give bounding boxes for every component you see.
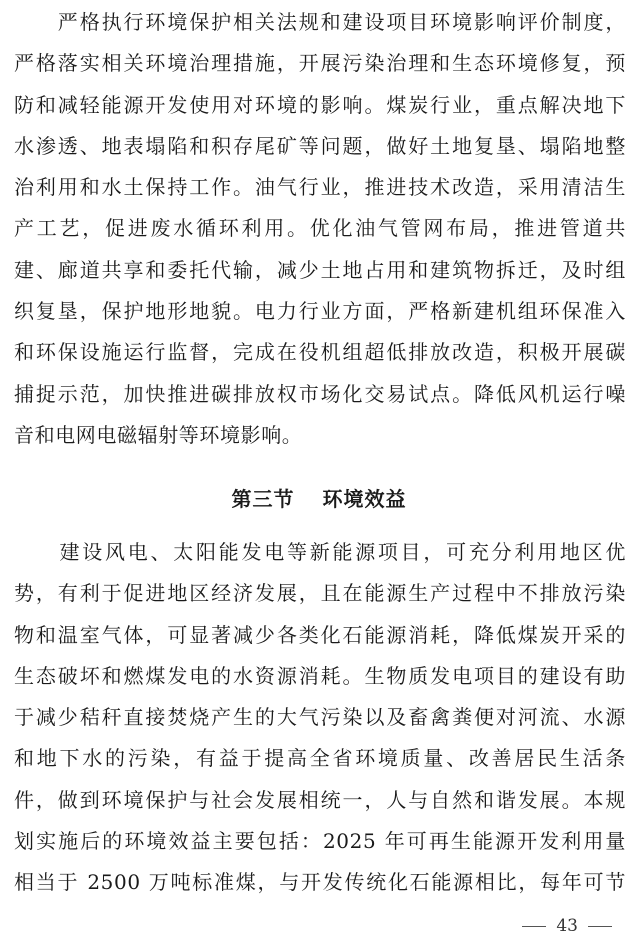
footer-dash-right — [588, 926, 612, 927]
text-line: 于减少秸秆直接焚烧产生的大气污染以及畜禽粪便对河流、水源 — [14, 705, 626, 730]
page-number: 43 — [556, 916, 578, 936]
text-line: 严格执行环境保护相关法规和建设项目环境影响评价制度， — [14, 10, 626, 34]
text-line: 生态破坏和燃煤发电的水资源消耗。生物质发电项目的建设有助 — [14, 663, 626, 688]
section-title: 环境效益 — [322, 487, 407, 511]
section-number: 第三节 — [231, 487, 295, 511]
text-line: 物和温室气体，可显著减少各类化石能源消耗，降低煤炭开采的 — [14, 622, 626, 647]
text-line: 建设风电、太阳能发电等新能源项目，可充分利用地区优 — [14, 540, 626, 564]
paragraph-environment-protection — [14, 2, 626, 456]
paragraph-environmental-benefits — [14, 532, 626, 904]
text-line: 织复垦，保护地形地貌。电力行业方面，严格新建机组环保准入 — [14, 299, 626, 324]
text-line: 捕捉示范，加快推进碳排放权市场化交易试点。降低风机运行噪 — [14, 381, 626, 406]
page-footer — [522, 916, 612, 936]
text-line: 音和电网电磁辐射等环境影响。 — [14, 422, 303, 447]
text-line: 产工艺，促进废水循环利用。优化油气管网布局，推进管道共 — [14, 216, 626, 241]
text-line: 和环保设施运行监督，完成在役机组超低排放改造，积极开展碳 — [14, 340, 626, 365]
text-line: 件，做到环境保护与社会发展相统一，人与自然和谐发展。本规 — [14, 787, 626, 812]
text-line: 相当于 2500 万吨标准煤，与开发传统化石能源相比，每年可节 — [14, 870, 626, 895]
text-line: 严格落实相关环境治理措施，开展污染治理和生态环境修复，预 — [14, 51, 626, 76]
text-line: 和地下水的污染，有益于提高全省环境质量、改善居民生活条 — [14, 746, 626, 771]
text-line: 防和减轻能源开发使用对环境的影响。煤炭行业，重点解决地下 — [14, 92, 626, 117]
text-line: 建、廊道共享和委托代输，减少土地占用和建筑物拆迁，及时组 — [14, 257, 626, 282]
text-line: 治利用和水土保持工作。油气行业，推进技术改造，采用清洁生 — [14, 175, 626, 200]
text-line: 势，有利于促进地区经济发展，且在能源生产过程中不排放污染 — [14, 581, 626, 606]
footer-dash-left — [522, 926, 546, 927]
text-line: 划实施后的环境效益主要包括：2025 年可再生能源开发利用量 — [14, 829, 626, 854]
section-heading — [0, 479, 638, 519]
text-line: 水渗透、地表塌陷和积存尾矿等问题，做好土地复垦、塌陷地整 — [14, 133, 626, 158]
